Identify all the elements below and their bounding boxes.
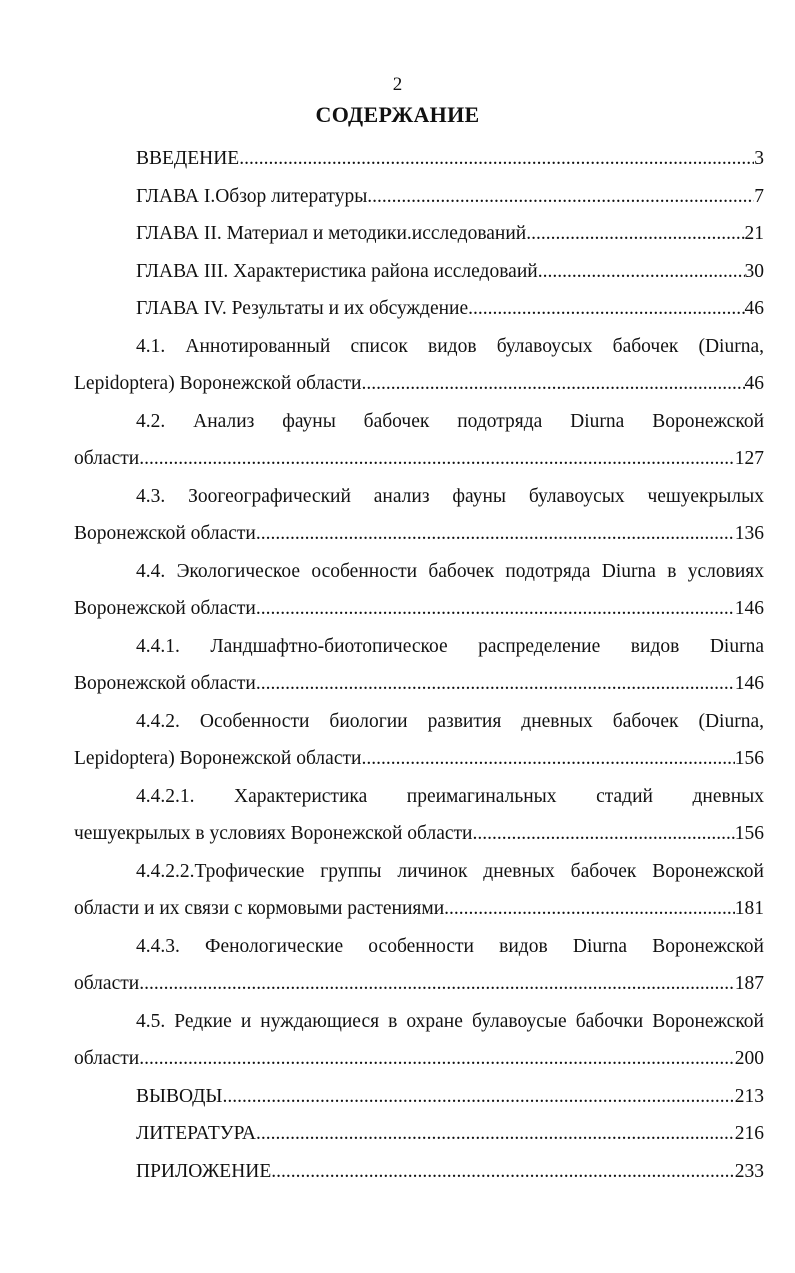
toc-entry-chapter-3[interactable] bbox=[74, 253, 764, 291]
toc-entry-4-2[interactable] bbox=[74, 403, 764, 478]
toc-entry-text: ВЫВОДЫ bbox=[136, 1085, 223, 1107]
toc-entry-text: ГЛАВА I.Обзор литературы bbox=[136, 185, 368, 207]
leader-dots bbox=[444, 890, 735, 928]
toc-entry-appendix[interactable] bbox=[74, 1153, 764, 1191]
toc-entry-text-line2: чешуекрылых в условиях Воронежской области bbox=[74, 823, 473, 844]
leader-dots bbox=[256, 590, 735, 628]
toc-entry-4-5[interactable] bbox=[74, 1003, 764, 1078]
page-title: СОДЕРЖАНИЕ bbox=[315, 102, 480, 127]
leader-dots bbox=[222, 1078, 734, 1116]
toc-entry-chapter-2[interactable] bbox=[74, 215, 764, 253]
toc-entry-page: 213 bbox=[734, 1085, 764, 1107]
toc-entry-conclusions[interactable] bbox=[74, 1078, 764, 1116]
toc-entry-text: ГЛАВА IV. Результаты и их обсуждение bbox=[136, 298, 469, 319]
leader-dots bbox=[361, 365, 744, 403]
toc-entry-text-line1: 4.4.1. Ландшафтно-биотопическое распределение видов Diurna bbox=[136, 635, 764, 657]
toc-entry-page: 7 bbox=[754, 185, 764, 207]
toc-entry-page: 200 bbox=[734, 1048, 764, 1069]
toc-entry-4-4-2-2[interactable] bbox=[74, 853, 764, 928]
toc-entry-page: 21 bbox=[744, 223, 764, 244]
toc-entry-4-4[interactable] bbox=[74, 553, 764, 628]
leader-dots bbox=[239, 140, 754, 178]
toc-entry-page: 156 bbox=[734, 823, 764, 844]
toc-entry-4-1[interactable] bbox=[74, 328, 764, 403]
toc-entry-page: 46 bbox=[744, 298, 764, 319]
toc-entry-text-line2: Lepidoptera) Воронежской области bbox=[74, 373, 362, 394]
leader-dots bbox=[361, 740, 734, 778]
toc-entry-4-3[interactable] bbox=[74, 478, 764, 553]
leader-dots bbox=[256, 1115, 735, 1153]
toc-entry-text-line1: 4.2. Анализ фауны бабочек подотряда Diurna Воронежской bbox=[136, 410, 764, 432]
toc-entry-text-line2: Lepidoptera) Воронежской области bbox=[74, 748, 362, 769]
toc-entry-text: ЛИТЕРАТУРА bbox=[136, 1123, 256, 1144]
toc-entry-text-line2: Воронежской области bbox=[74, 598, 256, 619]
toc-entry-page: 3 bbox=[754, 148, 764, 169]
toc-entry-text: ПРИЛОЖЕНИЕ bbox=[136, 1160, 272, 1182]
toc-entry-text-line2: области bbox=[74, 448, 140, 469]
toc-entry-page: 216 bbox=[734, 1123, 764, 1144]
toc-entry-text-line2: области и их связи с кормовыми растениями bbox=[74, 898, 445, 919]
leader-dots bbox=[139, 1040, 735, 1078]
leader-dots bbox=[538, 253, 745, 291]
toc-entry-page: 187 bbox=[734, 973, 764, 994]
toc-entry-text-line2: Воронежской области bbox=[74, 673, 256, 694]
leader-dots bbox=[256, 515, 735, 553]
toc-entry-text-line2: области bbox=[74, 1048, 140, 1069]
table-of-contents bbox=[74, 140, 764, 1190]
toc-entry-page: 136 bbox=[734, 523, 764, 544]
leader-dots bbox=[367, 178, 754, 216]
toc-entry-text: ГЛАВА III. Характеристика района исследоваий bbox=[136, 260, 538, 282]
toc-entry-page: 233 bbox=[734, 1160, 764, 1182]
toc-entry-introduction[interactable] bbox=[74, 140, 764, 178]
toc-entry-4-4-3[interactable] bbox=[74, 928, 764, 1003]
page-number: 2 bbox=[392, 74, 403, 95]
toc-entry-text-line2: области bbox=[74, 973, 140, 994]
toc-entry-text-line2: Воронежской области bbox=[74, 523, 256, 544]
leader-dots bbox=[526, 215, 744, 253]
toc-entry-text-line1: 4.1. Аннотированный список видов булавоусых бабочек (Diurna, bbox=[136, 335, 764, 357]
toc-entry-text-line1: 4.5. Редкие и нуждающиеся в охране булавоусые бабочки Воронежской bbox=[136, 1010, 764, 1032]
toc-entry-4-4-2-1[interactable] bbox=[74, 778, 764, 853]
toc-entry-text-line1: 4.3. Зоогеографический анализ фауны булавоусых чешуекрылых bbox=[136, 485, 764, 507]
toc-entry-page: 181 bbox=[734, 898, 764, 919]
toc-entry-4-4-2[interactable] bbox=[74, 703, 764, 778]
toc-entry-chapter-1[interactable] bbox=[74, 178, 764, 216]
leader-dots bbox=[256, 665, 735, 703]
toc-entry-text-line1: 4.4.2. Особенности биологии развития дневных бабочек (Diurna, bbox=[136, 710, 764, 732]
toc-entry-text-line1: 4.4.2.2.Трофические группы личинок дневных бабочек Воронежской bbox=[136, 860, 764, 882]
toc-entry-page: 127 bbox=[734, 448, 764, 469]
leader-dots bbox=[271, 1153, 734, 1191]
toc-entry-literature[interactable] bbox=[74, 1115, 764, 1153]
toc-entry-page: 146 bbox=[734, 598, 764, 619]
leader-dots bbox=[139, 965, 735, 1003]
toc-entry-chapter-4[interactable] bbox=[74, 290, 764, 328]
leader-dots bbox=[139, 440, 735, 478]
leader-dots bbox=[472, 815, 734, 853]
toc-entry-page: 30 bbox=[744, 260, 764, 282]
toc-entry-text-line1: 4.4. Экологическое особенности бабочек подотряда Diurna в условиях bbox=[136, 560, 764, 582]
toc-entry-text: ВВЕДЕНИЕ bbox=[136, 148, 240, 169]
toc-entry-text-line1: 4.4.2.1. Характеристика преимагинальных стадий дневных bbox=[136, 785, 764, 807]
toc-entry-4-4-1[interactable] bbox=[74, 628, 764, 703]
toc-entry-page: 156 bbox=[734, 748, 764, 769]
leader-dots bbox=[468, 290, 744, 328]
toc-entry-text: ГЛАВА II. Материал и методики.исследований bbox=[136, 223, 527, 244]
toc-entry-text-line1: 4.4.3. Фенологические особенности видов Diurna Воронежской bbox=[136, 935, 764, 957]
toc-entry-page: 146 bbox=[734, 673, 764, 694]
toc-entry-page: 46 bbox=[744, 373, 764, 394]
